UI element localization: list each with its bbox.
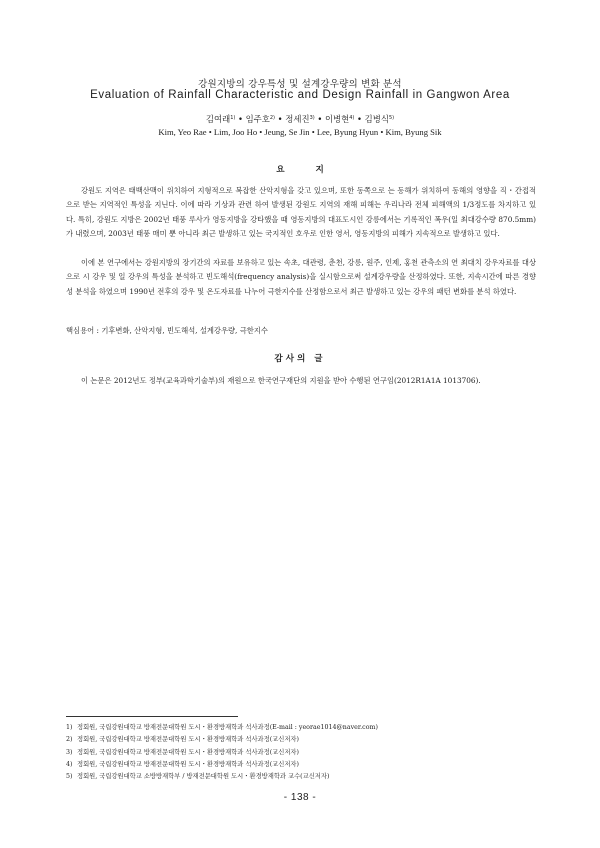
author-affiliation-mark: 4): [349, 115, 355, 121]
author-name: 김병식: [364, 114, 389, 124]
abstract-paragraph-1: 강원도 지역은 태백산맥이 위치하여 지형적으로 복잡한 산악지형을 갖고 있으며, 또한 동쪽으로 는 동해가 위치하여 동해의 영향을 직・간접적으로 받는 지역적인 특성을 지닌다. 이에 따라 기상과 관련 하여 발생된 강원도 지역의 재해 피해는 우리나라 전체 피해액의 1/3정도를 차지하고 있다. 특히, 강원도 지방은 2002년 태풍 루사가 영동지방을 강타했을 때 영동지방의 대표도시인 강릉에서는 기록적인 폭우(일 최대강수량 870.5mm)가 내렸으며, 2003년 태풍 매미 뿐 아니라 최근 발생하고 있는 국지적인 호우로 인한 영서, 영동지방의 피해가 지속적으로 발생하고 있다.: [66, 186, 536, 239]
footnote-text: 정회원, 국립강원대학교 소방방재학부 / 방재전문대학원 도시・환경방재학과 교수(교신저자): [77, 773, 330, 781]
footnote-divider: [66, 716, 238, 717]
footnote-number: 1): [66, 724, 73, 731]
footnote-number: 4): [66, 760, 73, 768]
footnote-text: 정회원, 국립강원대학교 방재전문대학원 도시・환경방재학과 석사과정(E-mail : yeorae1014@naver.com): [77, 724, 378, 731]
keywords-list: 기후변화, 산악지형, 빈도해석, 설계강우량, 극한지수: [101, 326, 268, 335]
footnote-item: [66, 734, 536, 746]
footnote-list: [66, 722, 536, 783]
footnote-number: 3): [66, 748, 73, 756]
authors-korean: [0, 113, 600, 125]
acknowledgment-heading: 감사의 글: [274, 354, 326, 364]
author-name: 임주호: [245, 114, 270, 124]
footnote-item: [66, 747, 536, 759]
keywords-label: 핵심용어 :: [66, 326, 99, 335]
footnote-number: 2): [66, 736, 73, 744]
author-affiliation-mark: 3): [309, 115, 315, 121]
abstract-paragraph-2: 이에 본 연구에서는 강원지방의 장기간의 자료를 보유하고 있는 속초, 대관령, 춘천, 강릉, 원주, 인제, 홍천 관측소의 연 최대치 강우자료를 대상으로 시 강우 및 일 강우의 특성을 분석하고 빈도해석(frequency analysis)을 실시함으로써 설계강우량을 산정하였다. 또한, 지속시간에 따른 경향성 분석을 하였으며 1990년 전후의 강우 및 온도자료를 나누어 극한지수를 산정함으로서 최근 발생하고 있는 강우의 패턴 변화를 분석 하였다.: [66, 258, 536, 296]
footnote-item: [66, 722, 536, 734]
author-separator: •: [314, 114, 325, 124]
title-korean: 강원지방의 강우특성 및 설계강우량의 변화 분석: [198, 79, 402, 90]
author-separator: •: [275, 114, 286, 124]
footnote-item: [66, 759, 536, 771]
footnote-text: 정회원, 국립강원대학교 방재전문대학원 도시・환경방재학과 석사과정(교신저자): [77, 736, 299, 744]
authors-english: Kim, Yeo Rae • Lim, Joo Ho • Jeung, Se Jin • Lee, Byung Hyun • Kim, Byung Sik: [158, 127, 442, 137]
abstract-heading: 요 지: [276, 165, 338, 175]
author-affiliation-mark: 2): [269, 115, 276, 121]
author-separator: •: [354, 114, 365, 124]
author-affiliation-mark: 5): [388, 115, 395, 121]
author-name: 김여래: [205, 114, 231, 124]
author-name: 정세진: [285, 114, 310, 124]
page-number: - 138 -: [283, 792, 317, 803]
title-english: Evaluation of Rainfall Characteristic and Design Rainfall in Gangwon Area: [90, 89, 510, 101]
footnote-number: 5): [66, 773, 73, 781]
author-name: 이병현: [324, 114, 350, 124]
footnote-item: [66, 771, 536, 783]
keywords-line: [66, 324, 536, 338]
acknowledgment-text: 이 논문은 2012년도 정부(교육과학기술부)의 재원으로 한국연구재단의 지원을 받아 수행된 연구임(2012R1A1A 1013706).: [81, 376, 481, 385]
author-affiliation-mark: 1): [230, 115, 236, 121]
footnote-text: 정회원, 국립강원대학교 방재전문대학원 도시・환경방재학과 석사과정(교신저자): [77, 760, 299, 768]
author-separator: •: [235, 114, 246, 124]
footnote-text: 정회원, 국립강원대학교 방재전문대학원 도시・환경방재학과 석사과정(교신저자): [77, 748, 299, 756]
